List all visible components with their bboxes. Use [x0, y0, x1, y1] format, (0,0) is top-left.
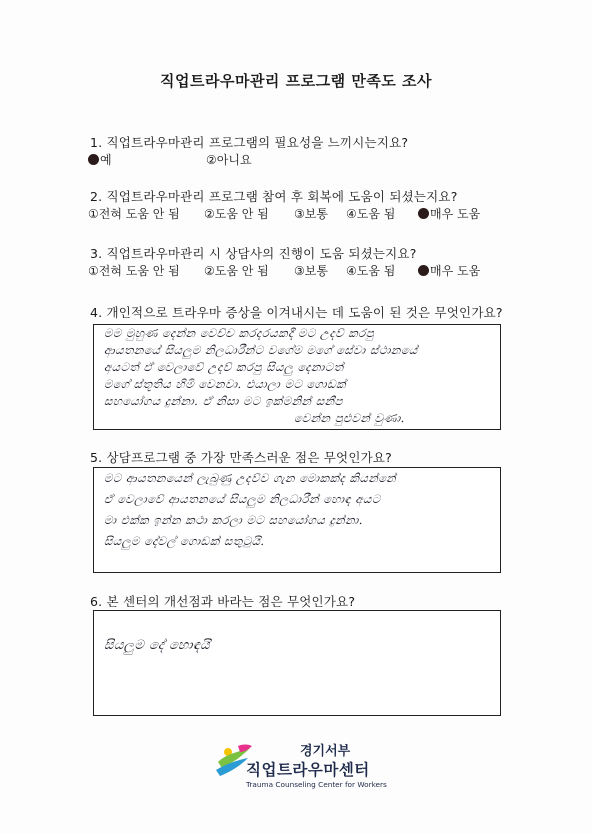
question-1: 1. 직업트라우마관리 프로그램의 필요성을 느끼시는지요? [90, 135, 409, 150]
answer-box-6[interactable] [93, 610, 501, 716]
question-4: 4. 개인적으로 트라우마 증상을 이겨내시는 데 도움이 된 것은 무엇인가요? [90, 305, 503, 320]
q2-option-1[interactable]: ①전혀 도움 안 됨 [88, 207, 180, 221]
q2-option-5[interactable] [418, 205, 480, 222]
selected-mark-icon [418, 208, 429, 219]
question-5: 5. 상담프로그램 중 가장 만족스러운 점은 무엇인가요? [90, 450, 392, 465]
center-logo [212, 740, 387, 800]
handwritten-line: මා එක්ක ඉන්න කථා කරලා මට සහයෝගය දුන්නා. [103, 513, 364, 527]
q2-option-4[interactable]: ④도움 됨 [346, 207, 396, 221]
q2-option-3[interactable]: ③보통 [294, 207, 328, 221]
selected-mark-icon [88, 154, 99, 165]
answer-box-5[interactable] [93, 467, 501, 573]
handwritten-line: මට ආයතනයෙන් ලැබුණු උදව්ව ගැන මොකක්ද කියන්නේ [103, 471, 397, 485]
logo-region: 경기서부 [300, 744, 351, 759]
q1-option-yes-label: 예 [100, 153, 112, 167]
q3-option-3[interactable]: ③보통 [294, 264, 328, 278]
handwritten-line: මගේ ස්තූතිය හිමි වෙනවා. එයාලා මට ගොඩක් [103, 377, 347, 391]
answer-box-4[interactable] [93, 324, 501, 430]
handwritten-line: සියලුම දේ හොඳයි [103, 638, 211, 653]
handwritten-line: සහයෝගය දුන්නා. ඒ නිසා මට ඉක්මනින් සනීප [103, 394, 344, 408]
handwritten-line: අයටත් ඒ වෙලාවේ උදව් කරපු සියලු දෙනාටත් [103, 360, 345, 374]
q3-option-4[interactable]: ④도움 됨 [346, 264, 396, 278]
question-2: 2. 직업트라우마관리 프로그램 참여 후 회복에 도움이 되셨는지요? [90, 189, 458, 204]
logo-name: 직업트라우마센터 [246, 761, 370, 779]
q2-option-5-label: 매우 도움 [430, 207, 481, 221]
q3-option-2[interactable]: ②도움 안 됨 [204, 264, 269, 278]
handwritten-line: වෙන්න පුළුවන් වුණා. [293, 411, 406, 425]
handwritten-line: ආයතනයේ සියලුම නිලධාරීන්ට වගේම මගේ සේවා ස්ථානයේ [103, 343, 419, 357]
handwritten-line: සියලුම දේවල් ගොඩක් සතුටුයි. [103, 534, 266, 548]
survey-title: 직업트라우마관리 프로그램 만족도 조사 [160, 72, 432, 90]
handwritten-line: මම මුහුණ දෙන්න වෙච්ච කරදරයකදී මට උදව් කරපු [103, 326, 375, 340]
q1-option-no[interactable]: ②아니요 [206, 153, 252, 167]
q1-option-yes[interactable] [88, 151, 112, 168]
q2-option-2[interactable]: ②도움 안 됨 [204, 207, 269, 221]
question-6: 6. 본 센터의 개선점과 바라는 점은 무엇인가요? [90, 594, 356, 609]
q3-option-1[interactable]: ①전혀 도움 안 됨 [88, 264, 180, 278]
question-3: 3. 직업트라우마관리 시 상담사의 진행이 도움 되셨는지요? [90, 246, 417, 261]
q3-option-5[interactable] [418, 262, 480, 279]
selected-mark-icon [418, 265, 429, 276]
handwritten-line: ඒ වෙලාවේ ආයතනයේ සියලුම නිලධාරීන් හොඳ අයට [103, 492, 382, 506]
q3-option-5-label: 매우 도움 [430, 264, 481, 278]
logo-subtitle: Trauma Counseling Center for Workers [246, 780, 387, 789]
